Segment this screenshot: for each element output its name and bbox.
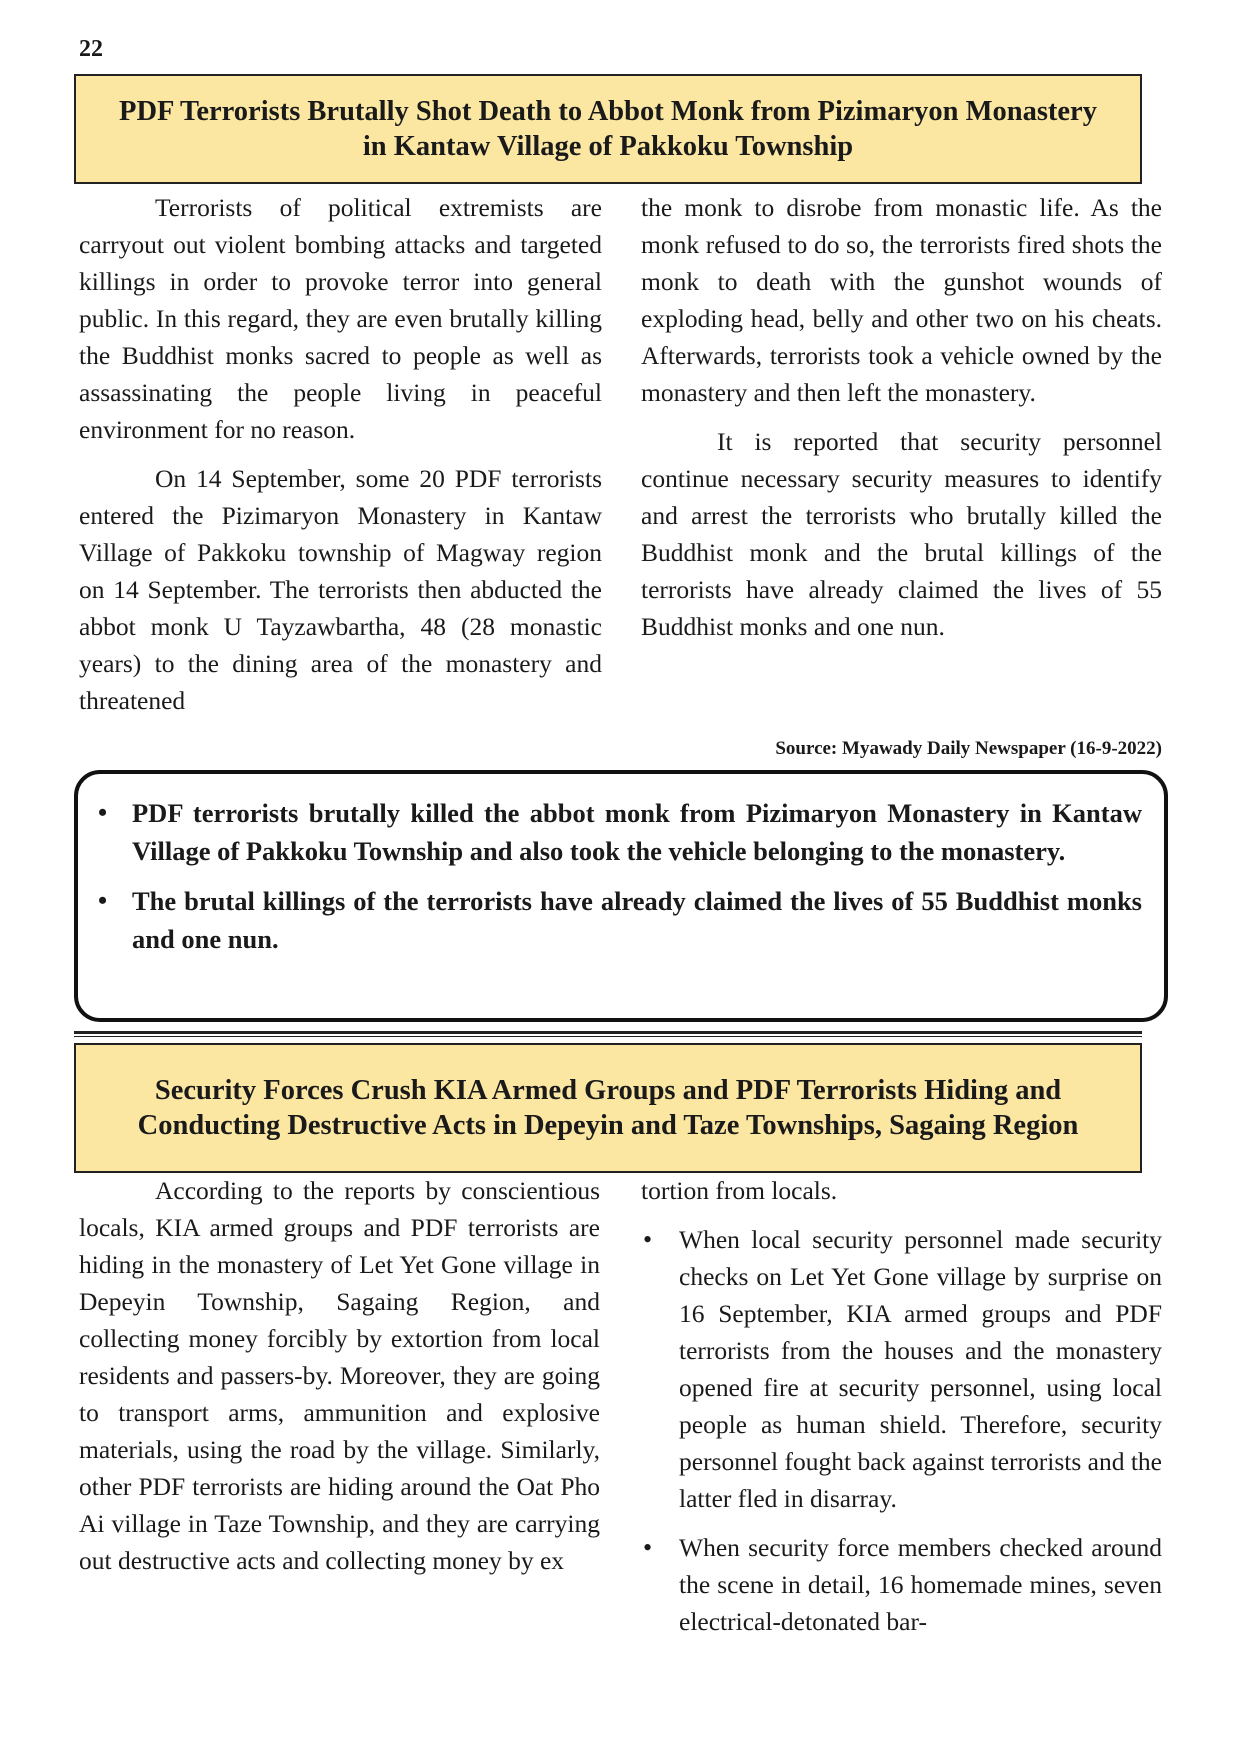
paragraph: the monk to disrobe from monastic life. As the monk refused to do so, the terrorists fired shots the monk to death with the gunshot wounds of exploding head, belly and other two on his cheats. Afterwards, terrorists took a vehicle owned by the monastery and then left the monastery.	[641, 193, 1162, 407]
bullet-icon: •	[643, 1533, 653, 1562]
bullet-icon: •	[98, 886, 108, 915]
title-line: in Kantaw Village of Pakkoku Township	[362, 131, 854, 162]
page-number: 22	[79, 36, 103, 62]
paragraph: Terrorists of political extremists are carryout out violent bombing attacks and targeted killings in order to provoke terror into general public. In this regard, they are even brutally killing the Buddhist monks sacred to people as well as assassinating the people living in peaceful environment for no reason.	[79, 193, 602, 444]
list-item	[641, 1529, 1162, 1640]
article1-left-column	[79, 189, 602, 719]
paragraph: According to the reports by conscientious locals, KIA armed groups and PDF terrorists are hiding in the monastery of Let Yet Gone village in Depeyin Township, Sagaing Region, and collecting money forcibly by extortion from local residents and passers-by. Moreover, they are going to transport arms, ammunition and explosive materials, using the road by the village. Similarly, other PDF terrorists are hiding around the Oat Pho Ai village in Taze Township, and they are carrying out destructive acts and collecting money by ex	[79, 1176, 600, 1575]
article2-left-column	[79, 1172, 600, 1579]
title-line: Conducting Destructive Acts in Depeyin and Taze Townships, Sagaing Region	[137, 1110, 1079, 1141]
bullet-icon: •	[98, 798, 108, 827]
article-title-pizimaryon	[74, 74, 1142, 184]
summary-item	[98, 882, 1142, 958]
article-title-depeyin-taze	[74, 1043, 1142, 1173]
divider	[74, 1036, 1142, 1037]
bullet-icon: •	[643, 1225, 653, 1254]
paragraph: tortion from locals.	[641, 1176, 838, 1205]
summary-item	[98, 794, 1142, 870]
title-line: PDF Terrorists Brutally Shot Death to Abbot Monk from Pizimaryon Monastery	[119, 96, 1097, 127]
summary-box	[74, 770, 1168, 1022]
paragraph: It is reported that security personnel continue necessary security measures to identify and arrest the terrorists who brutally killed the Buddhist monk and the brutal killings of the terrorists have already claimed the lives of 55 Buddhist monks and one nun.	[641, 427, 1162, 641]
paragraph: On 14 September, some 20 PDF terrorists entered the Pizimaryon Monastery in Kantaw Village of Pakkoku township of Magway region on 14 September. The terrorists then abducted the abbot monk U Tayzawbartha, 48 (28 monastic years) to the dining area of the monastery and threatened	[79, 464, 602, 715]
list-item-text: When local security personnel made security checks on Let Yet Gone village by surprise on 16 September, KIA armed groups and PDF terrorists from the houses and the monastery opened fire at security personnel, using local people as human shield. Therefore, security personnel fought back against terrorists and the latter fled in disarray.	[679, 1225, 1162, 1513]
article1-right-column	[641, 189, 1162, 645]
list-item-text: When security force members checked around the scene in detail, 16 homemade mines, seven electrical-detonated bar-	[679, 1533, 1162, 1636]
source-citation: Source: Myawady Daily Newspaper (16-9-2022)	[775, 738, 1162, 759]
title-line: Security Forces Crush KIA Armed Groups and PDF Terrorists Hiding and	[154, 1075, 1062, 1106]
summary-text: The brutal killings of the terrorists have already claimed the lives of 55 Buddhist monks and one nun.	[132, 886, 1142, 954]
article2-right-column	[641, 1172, 1162, 1640]
list-item	[641, 1221, 1162, 1517]
summary-text: PDF terrorists brutally killed the abbot monk from Pizimaryon Monastery in Kantaw Village of Pakkoku Township and also took the vehicle belonging to the monastery.	[132, 798, 1142, 866]
divider	[74, 1031, 1142, 1034]
